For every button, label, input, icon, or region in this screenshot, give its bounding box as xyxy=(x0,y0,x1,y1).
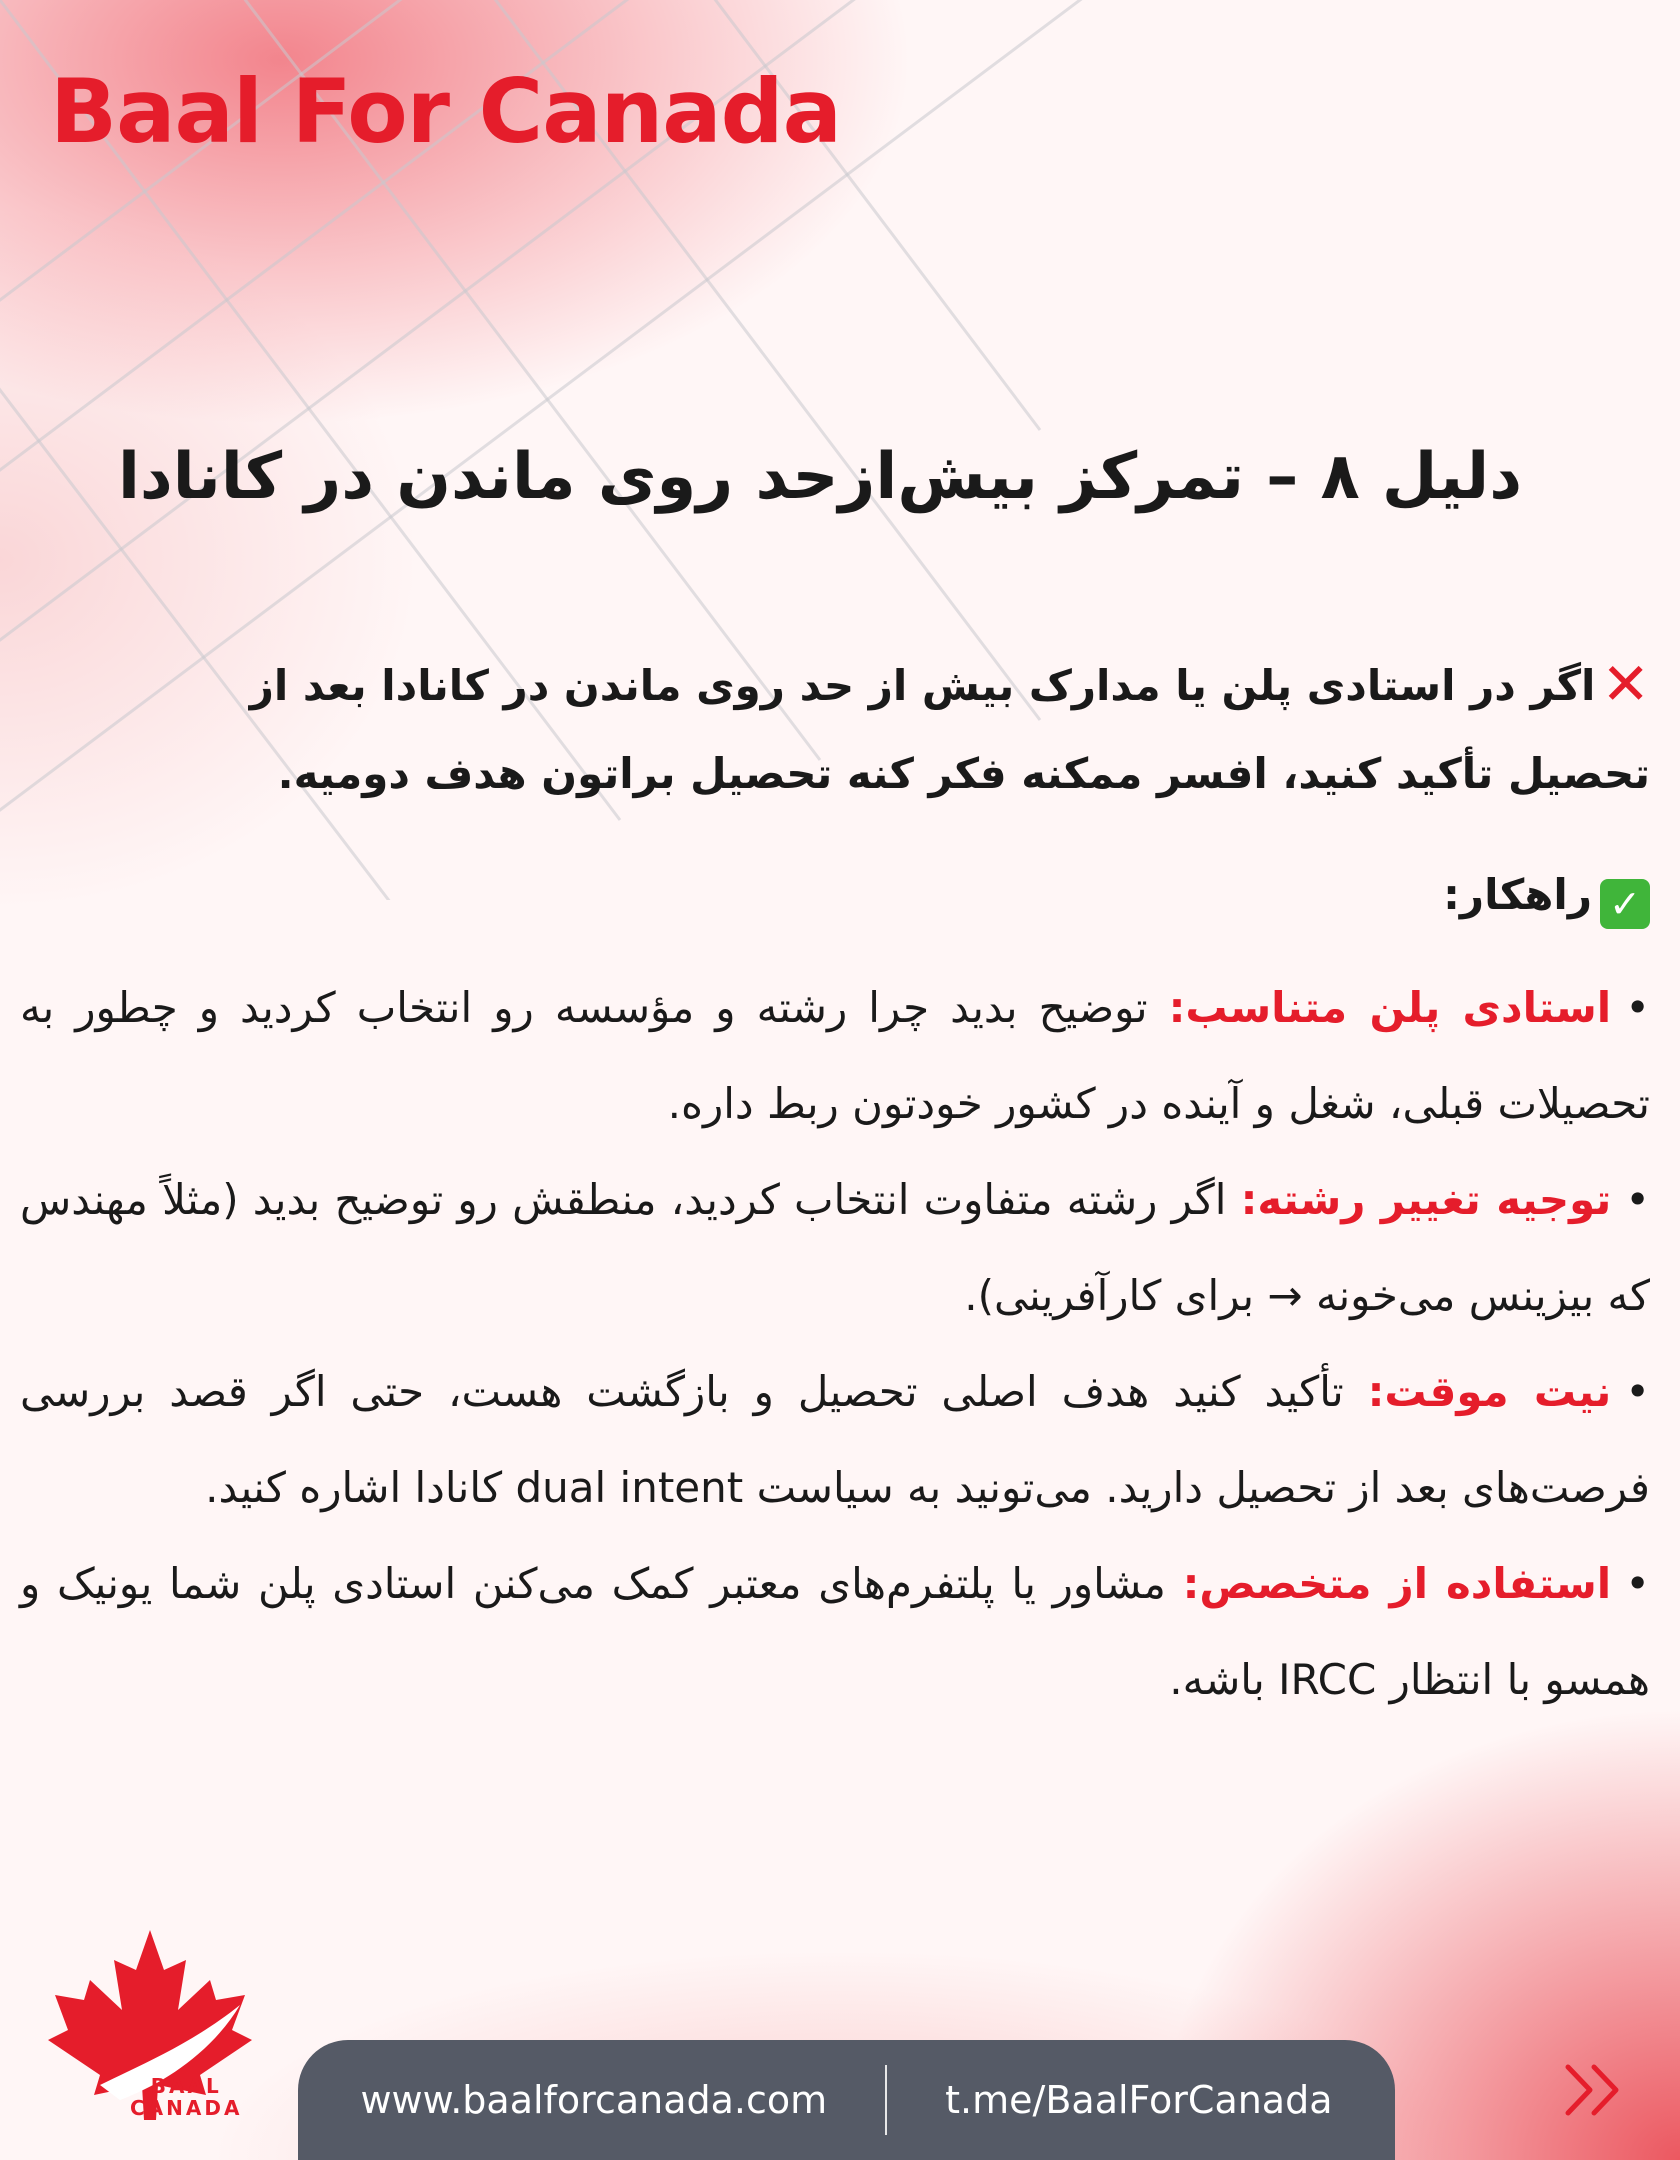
list-item xyxy=(20,960,1650,1152)
logo-line-2: CANADA xyxy=(130,2096,243,2120)
list-item-key: استادی پلن متناسب: xyxy=(1168,983,1612,1032)
list-item-key: توجیه تغییر رشته: xyxy=(1240,1175,1612,1224)
bullet-icon: • xyxy=(1625,1175,1650,1224)
list-item xyxy=(20,1536,1650,1728)
list-item xyxy=(20,1152,1650,1344)
intro-text: اگر در استادی پلن یا مدارک بیش از حد روی ماندن در کانادا بعد از تحصیل تأکید کنید، افسر ممکنه فکر کنه تحصیل براتون هدف دومیه. xyxy=(249,661,1650,798)
double-chevron-right-icon[interactable] xyxy=(1560,2055,1630,2125)
page-title: دلیل ۸ – تمرکز بیش‌ازحد روی ماندن در کانادا xyxy=(117,440,1523,514)
logo-line-1: BAAL xyxy=(150,2074,222,2098)
list-item-text: تأکید کنید هدف اصلی تحصیل و بازگشت هست، حتی اگر قصد بررسی فرصت‌های بعد از تحصیل دارید. می‌تونید به سیاست dual intent کانادا اشاره کنید. xyxy=(20,1367,1650,1512)
solution-heading xyxy=(150,870,1650,929)
list-item-text: اگر رشته متفاوت انتخاب کردید، منطقش رو توضیح بدید (مثلاً مهندس که بیزینس می‌خونه → برای کارآفرینی). xyxy=(20,1175,1650,1320)
bullet-icon: • xyxy=(1625,983,1650,1032)
check-mark-icon: ✓ xyxy=(1600,879,1650,929)
solution-list xyxy=(20,960,1650,1728)
list-item-text: توضیح بدید چرا رشته و مؤسسه رو انتخاب کردید و چطور به تحصیلات قبلی، شغل و آینده در کشور خودتون ربط داره. xyxy=(20,983,1650,1128)
footer-divider xyxy=(885,2065,887,2135)
list-item-key: استفاده از متخصص: xyxy=(1182,1559,1612,1608)
website-link[interactable]: www.baalforcanada.com xyxy=(360,2078,828,2122)
list-item-text: مشاور یا پلتفرم‌های معتبر کمک می‌کنن استادی پلن شما یونیک و همسو با انتظار IRCC باشه. xyxy=(20,1559,1650,1704)
bullet-icon: • xyxy=(1625,1559,1650,1608)
footer-bar xyxy=(298,2040,1395,2160)
bullet-icon: • xyxy=(1625,1367,1650,1416)
cross-mark-icon: ✕ xyxy=(1601,650,1650,718)
intro-paragraph xyxy=(150,640,1650,818)
list-item-key: نیت موقت: xyxy=(1367,1367,1612,1416)
telegram-link[interactable]: t.me/BaalForCanada xyxy=(945,2078,1333,2122)
brand-logo-text: Baal For Canada xyxy=(50,60,842,163)
brand-logo-caption xyxy=(130,2075,242,2119)
list-item xyxy=(20,1344,1650,1536)
solution-label: راهکار: xyxy=(1443,870,1592,919)
